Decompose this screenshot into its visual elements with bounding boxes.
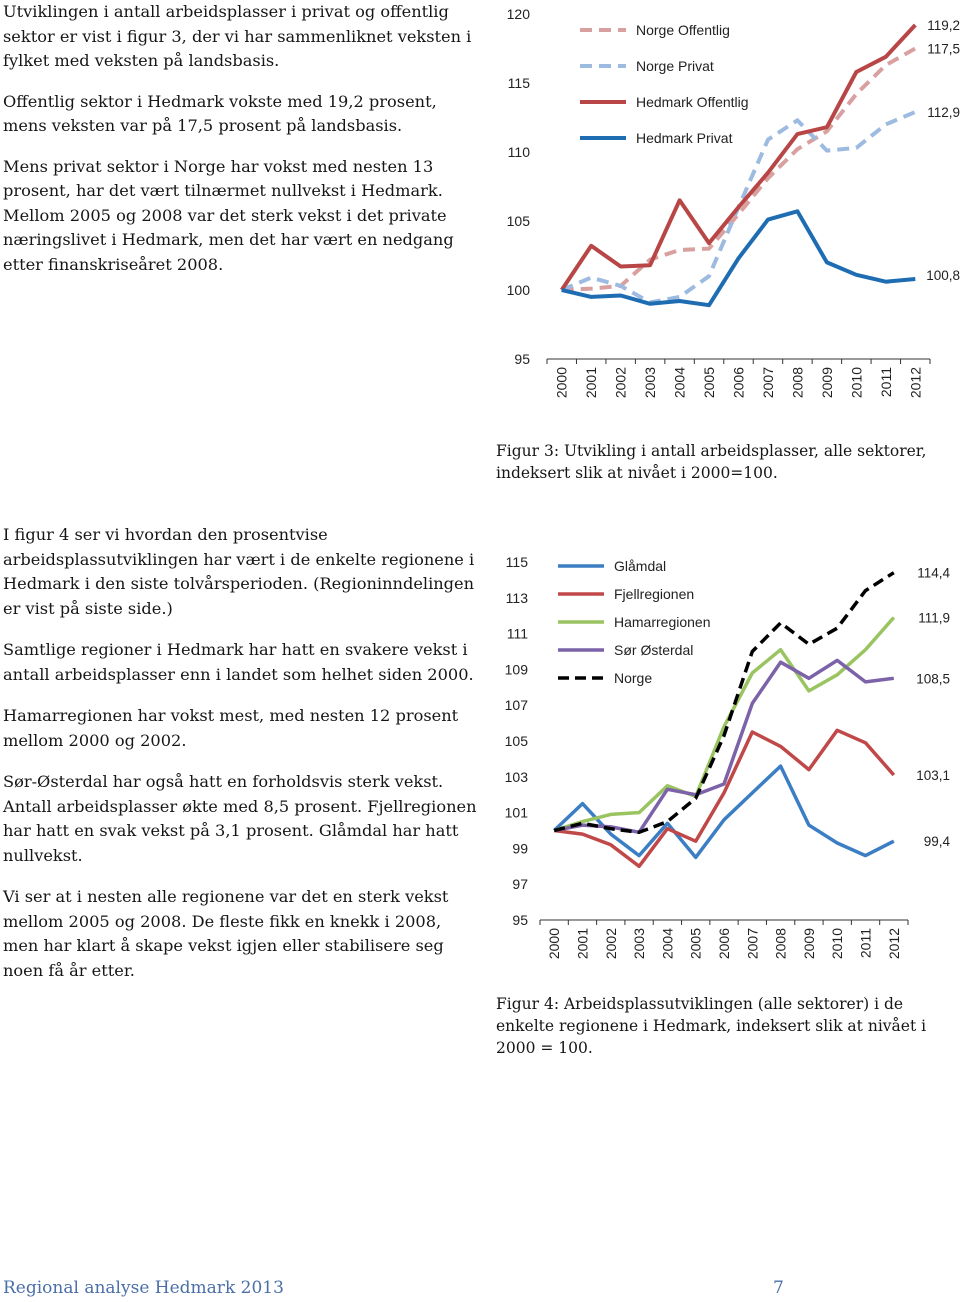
end-value-label: 103,1 <box>916 768 950 784</box>
x-tick-label: 2002 <box>602 928 619 960</box>
page-number: 7 <box>773 1278 784 1298</box>
y-tick-label: 113 <box>505 589 528 606</box>
y-tick-label: 109 <box>504 661 528 678</box>
y-tick-label: 103 <box>504 768 528 785</box>
end-value-label: 111,9 <box>918 610 950 626</box>
end-value-label: 114,4 <box>917 565 950 581</box>
figure-4-svg <box>490 540 960 980</box>
paragraph: I figur 4 ser vi hvordan den prosentvise arbeidsplassutviklingen har vært i de enkelte regionene i Hedmark i den siste tolvårsperioden. (Regioninndelingen er vist på siste side.) <box>3 525 475 618</box>
x-tick-label: 2004 <box>659 928 676 960</box>
x-tick-label: 2011 <box>877 367 894 398</box>
end-value-label: 112,9 <box>927 104 960 120</box>
paragraph: Offentlig sektor i Hedmark vokste med 19,2 prosent, mens veksten var på 17,5 prosent på landsbasis. <box>3 91 437 135</box>
paragraph: Samtlige regioner i Hedmark har hatt en svakere vekst i antall arbeidsplasser enn i landet som helhet siden 2000. <box>3 640 474 684</box>
legend-label: Sør Østerdal <box>614 642 694 658</box>
paragraph: Sør-Østerdal har også hatt en forholdsvis sterk vekst. Antall arbeidsplasser økte med 8,5 prosent. Fjellregionen har hatt en svak vekst på 3,1 prosent. Glåmdal har hatt nullvekst. <box>3 772 477 865</box>
y-tick-label: 99 <box>512 840 528 857</box>
series-line <box>562 49 916 291</box>
x-tick-label: 2012 <box>907 367 924 399</box>
paragraph: Mens privat sektor i Norge har vokst med nesten 13 prosent, har det vært tilnærmet nullvekst i Hedmark. Mellom 2005 og 2008 var det sterk vekst i det private næringslivet i Hedmark, men det har vært en nedgang etter finanskriseåret 2008. <box>3 156 454 274</box>
y-tick-label: 111 <box>506 625 528 642</box>
paragraph: Hamarregionen har vokst mest, med nesten 12 prosent mellom 2000 og 2002. <box>3 706 459 750</box>
end-value-label: 108,5 <box>916 671 950 687</box>
x-tick-label: 2005 <box>687 928 704 960</box>
figure-4-chart <box>490 540 960 980</box>
legend-label: Glåmdal <box>614 558 667 574</box>
x-tick-label: 2002 <box>612 367 629 399</box>
legend-label: Norge Privat <box>636 58 714 74</box>
end-value-label: 99,4 <box>923 834 950 850</box>
legend-label: Fjellregionen <box>614 586 695 602</box>
regions-text-block <box>3 523 478 983</box>
legend-label: Norge <box>614 670 653 686</box>
x-tick-label: 2012 <box>885 928 902 960</box>
series-line <box>554 618 894 831</box>
y-tick-label: 95 <box>514 351 530 367</box>
x-tick-label: 2003 <box>631 928 648 960</box>
x-tick-label: 2010 <box>848 367 865 399</box>
series-line <box>562 211 916 305</box>
intro-text-block <box>3 0 478 277</box>
legend-label: Hedmark Privat <box>636 130 733 146</box>
series-line <box>554 660 894 832</box>
paragraph: Vi ser at i nesten alle regionene var det en sterk vekst mellom 2005 og 2008. De fleste fikk en knekk i 2008, men har klart å skape vekst igjen eller stabilisere seg noen få år etter. <box>3 887 449 980</box>
figure-4-caption: Figur 4: Arbeidsplassutviklingen (alle sektorer) i de enkelte regionene i Hedmark, indeksert slik at nivået i 2000 = 100. <box>496 995 927 1057</box>
legend-label: Hamarregionen <box>614 614 711 630</box>
x-tick-label: 2007 <box>744 928 761 960</box>
x-tick-label: 2010 <box>829 928 846 960</box>
y-tick-label: 110 <box>507 144 530 160</box>
x-tick-label: 2004 <box>671 367 688 399</box>
x-tick-label: 2008 <box>789 367 806 399</box>
y-tick-label: 120 <box>506 6 530 22</box>
y-tick-label: 95 <box>512 912 528 928</box>
series-line <box>562 25 916 290</box>
x-tick-label: 2006 <box>716 928 732 960</box>
y-tick-label: 115 <box>507 75 530 91</box>
end-value-label: 119,2 <box>927 18 960 34</box>
y-tick-label: 97 <box>512 876 528 893</box>
figure-3-chart <box>490 0 960 430</box>
footer-title: Regional analyse Hedmark 2013 <box>3 1278 284 1298</box>
end-value-label: 117,5 <box>927 41 960 57</box>
y-tick-label: 107 <box>504 697 528 714</box>
end-value-label: 100,8 <box>926 267 960 283</box>
x-tick-label: 2003 <box>642 367 659 399</box>
figure-3-svg <box>490 0 960 430</box>
x-tick-label: 2006 <box>730 367 747 399</box>
x-tick-label: 2011 <box>857 928 874 959</box>
figure-3-caption: Figur 3: Utvikling i antall arbeidsplasser, alle sektorer, indeksert slik at nivået i 2000=100. <box>496 442 927 482</box>
y-tick-label: 100 <box>506 282 530 298</box>
y-tick-label: 115 <box>505 554 528 570</box>
x-tick-label: 2009 <box>818 367 835 399</box>
x-tick-label: 2000 <box>553 367 570 399</box>
paragraph: Utviklingen i antall arbeidsplasser i privat og offentlig sektor er vist i figur 3, der vi har sammenliknet veksten i fylket med veksten på landsbasis. <box>3 2 472 70</box>
x-tick-label: 2000 <box>546 928 563 960</box>
x-tick-label: 2007 <box>759 367 776 399</box>
x-tick-label: 2001 <box>583 367 600 399</box>
x-tick-label: 2001 <box>574 928 591 960</box>
x-tick-label: 2008 <box>772 928 789 960</box>
legend-label: Norge Offentlig <box>636 22 730 38</box>
y-tick-label: 105 <box>506 213 530 229</box>
x-tick-label: 2005 <box>701 367 718 399</box>
x-tick-label: 2009 <box>800 928 817 960</box>
legend-label: Hedmark Offentlig <box>636 94 749 110</box>
y-tick-label: 105 <box>504 733 528 749</box>
y-tick-label: 101 <box>504 804 528 821</box>
